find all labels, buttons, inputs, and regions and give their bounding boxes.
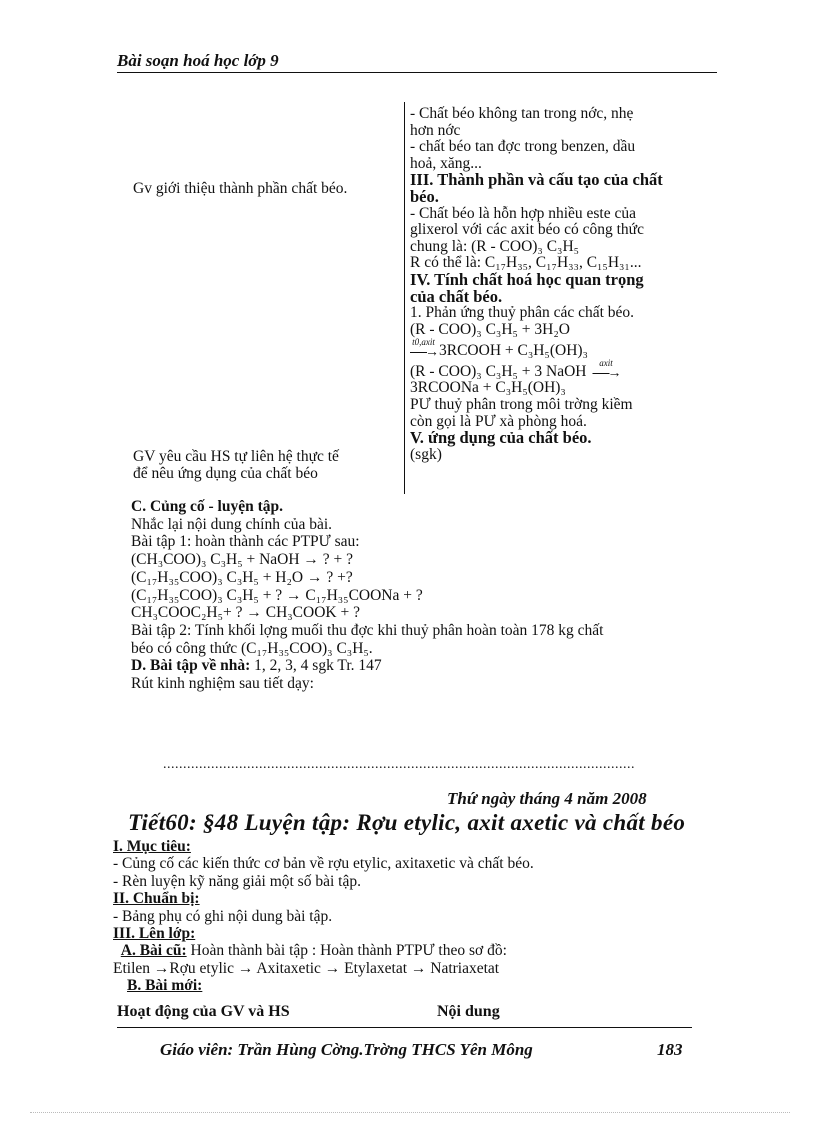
old-lesson-text: Hoàn thành bài tập : Hoàn thành PTPƯ theo sơ đồ: — [186, 942, 507, 960]
lesson-title: Tiết60: §48 Luyện tập: Rợu etylic, axit axetic và chất béo — [128, 810, 686, 835]
content-line: glixerol với các axit béo có công thức — [410, 221, 644, 239]
table-header-content: Nội dung — [437, 1003, 500, 1020]
right-col-content — [410, 106, 710, 463]
homework-text: 1, 2, 3, 4 sgk Tr. 147 — [250, 657, 382, 675]
section-heading-b: B. Bài mới: — [127, 977, 203, 995]
content-line: Nhắc lại nội dung chính của bài. — [131, 515, 333, 533]
equation-row — [410, 338, 710, 359]
left-col-line: GV yêu cầu HS tự liên hệ thực tế — [133, 448, 339, 465]
reaction-chain: Etilen →Rợu etylic → Axitaxetic → Etylaxetat → Natriaxetat — [113, 959, 500, 977]
equation-row — [410, 359, 710, 380]
footer-rule — [117, 1027, 692, 1028]
left-col-text-2 — [133, 448, 339, 482]
content-line: hoả, xăng... — [410, 154, 482, 172]
content-line: - chất béo tan đợc trong benzen, dầu — [410, 138, 636, 156]
content-line: Bài tập 1: hoàn thành các PTPƯ sau: — [131, 533, 360, 551]
section-heading-v: V. ứng dụng của chất béo. — [410, 428, 592, 448]
content-line: PƯ thuỷ phân trong môi trờng kiềm — [410, 395, 633, 413]
footer-teacher: Giáo viên: Trần Hùng Cờng.Trờng THCS Yên Mông — [160, 1040, 533, 1059]
left-col-text-1: Gv giới thiệu thành phần chất béo. — [133, 180, 348, 197]
section-heading-c: C. Củng cố - luyện tập. — [131, 498, 284, 515]
content-line: Rút kinh nghiệm sau tiết dạy: — [131, 675, 314, 693]
section-heading-iii-lop: III. Lên lớp: — [113, 925, 196, 943]
content-line: béo có công thức (C₁₇H₃₅COO)₃ C₃H₅. — [131, 639, 373, 657]
section-heading-iii-cont: béo. — [410, 186, 439, 206]
dotted-separator: ...................................................................................................................... — [163, 757, 635, 772]
content-line: chung là: (R - COO)₃ C₃H₅ — [410, 237, 580, 255]
left-col-line: để nêu ứng dụng của chất béo — [133, 465, 318, 482]
section-heading-a: A. Bài cũ: — [120, 942, 187, 960]
section-heading-iii: III. Thành phần và cấu tạo của chất — [410, 170, 663, 190]
content-line: (sgk) — [410, 445, 442, 463]
section-heading-i: I. Mục tiêu: — [113, 838, 191, 855]
equation-line: (C₁₇H₃₅COO)₃ C₃H₅ + H₂O → ? +? — [131, 568, 353, 586]
reaction-arrow-icon: t0,axit ⎯⎯⎯→ — [410, 337, 437, 361]
column-divider — [404, 102, 405, 494]
equation-line: 3RCOONa + C₃H₅(OH)₃ — [410, 379, 566, 397]
section-heading-iv-cont: của chất béo. — [410, 286, 503, 306]
equation-line: (C₁₇H₃₅COO)₃ C₃H₅ + ? → C₁₇H₃₅COONa + ? — [131, 586, 423, 604]
page-header: Bài soạn hoá học lớp 9 — [117, 51, 279, 70]
content-line: 1. Phản ứng thuỷ phân các chất béo. — [410, 304, 635, 322]
page-edge-divider — [30, 1112, 790, 1113]
date-line: Thứ ngày tháng 4 năm 2008 — [447, 789, 647, 808]
content-line: - Củng cố các kiến thức cơ bản về rợu etylic, axitaxetic và chất béo. — [113, 855, 534, 873]
section-heading-iv: IV. Tính chất hoá học quan trọng — [410, 269, 644, 289]
equation-line: 3RCOOH + C₃H₅(OH)₃ — [439, 341, 588, 359]
arrow-label: axit — [599, 358, 613, 369]
homework-line — [131, 657, 603, 675]
table-header-activity: Hoạt động của GV và HS — [117, 1003, 290, 1020]
equation-line: (CH₃COO)₃ C₃H₅ + NaOH → ? + ? — [131, 551, 354, 569]
content-line: - Chất béo không tan trong nớc, nhẹ — [410, 105, 634, 122]
equation-line: (R - COO)₃ C₃H₅ + 3 NaOH — [410, 362, 587, 380]
old-lesson-line — [113, 942, 534, 959]
content-line: còn gọi là PƯ xà phòng hoá. — [410, 412, 587, 430]
section-heading-d: D. Bài tập về nhà: — [131, 657, 251, 675]
arrow-label: t0,axit — [412, 337, 435, 348]
content-line: - Chất béo là hỗn hợp nhiều este của — [410, 204, 636, 222]
content-line: Bài tập 2: Tính khối lợng muối thu đợc khi thuỷ phân hoàn toàn 178 kg chất — [131, 621, 604, 639]
equation-line: CH₃COOC₂H₅+ ? → CH₃COOK + ? — [131, 604, 360, 622]
page-number: 183 — [657, 1040, 683, 1059]
lesson-plan — [113, 838, 534, 995]
content-line: hơn nớc — [410, 121, 461, 139]
content-line: R có thể là: C₁₇H₃₅, C₁₇H₃₃, C₁₅H₃₁... — [410, 254, 642, 272]
equation-line: (R - COO)₃ C₃H₅ + 3H₂O — [410, 320, 570, 338]
content-line: - Bảng phụ có ghi nội dung bài tập. — [113, 907, 333, 925]
section-heading-ii: II. Chuẩn bị: — [113, 890, 200, 908]
reaction-arrow-icon: axit ⎯⎯⎯→ — [592, 358, 620, 382]
header-rule — [117, 72, 717, 73]
content-line: - Rèn luyện kỹ năng giải một số bài tập. — [113, 872, 361, 890]
section-c — [131, 498, 603, 693]
